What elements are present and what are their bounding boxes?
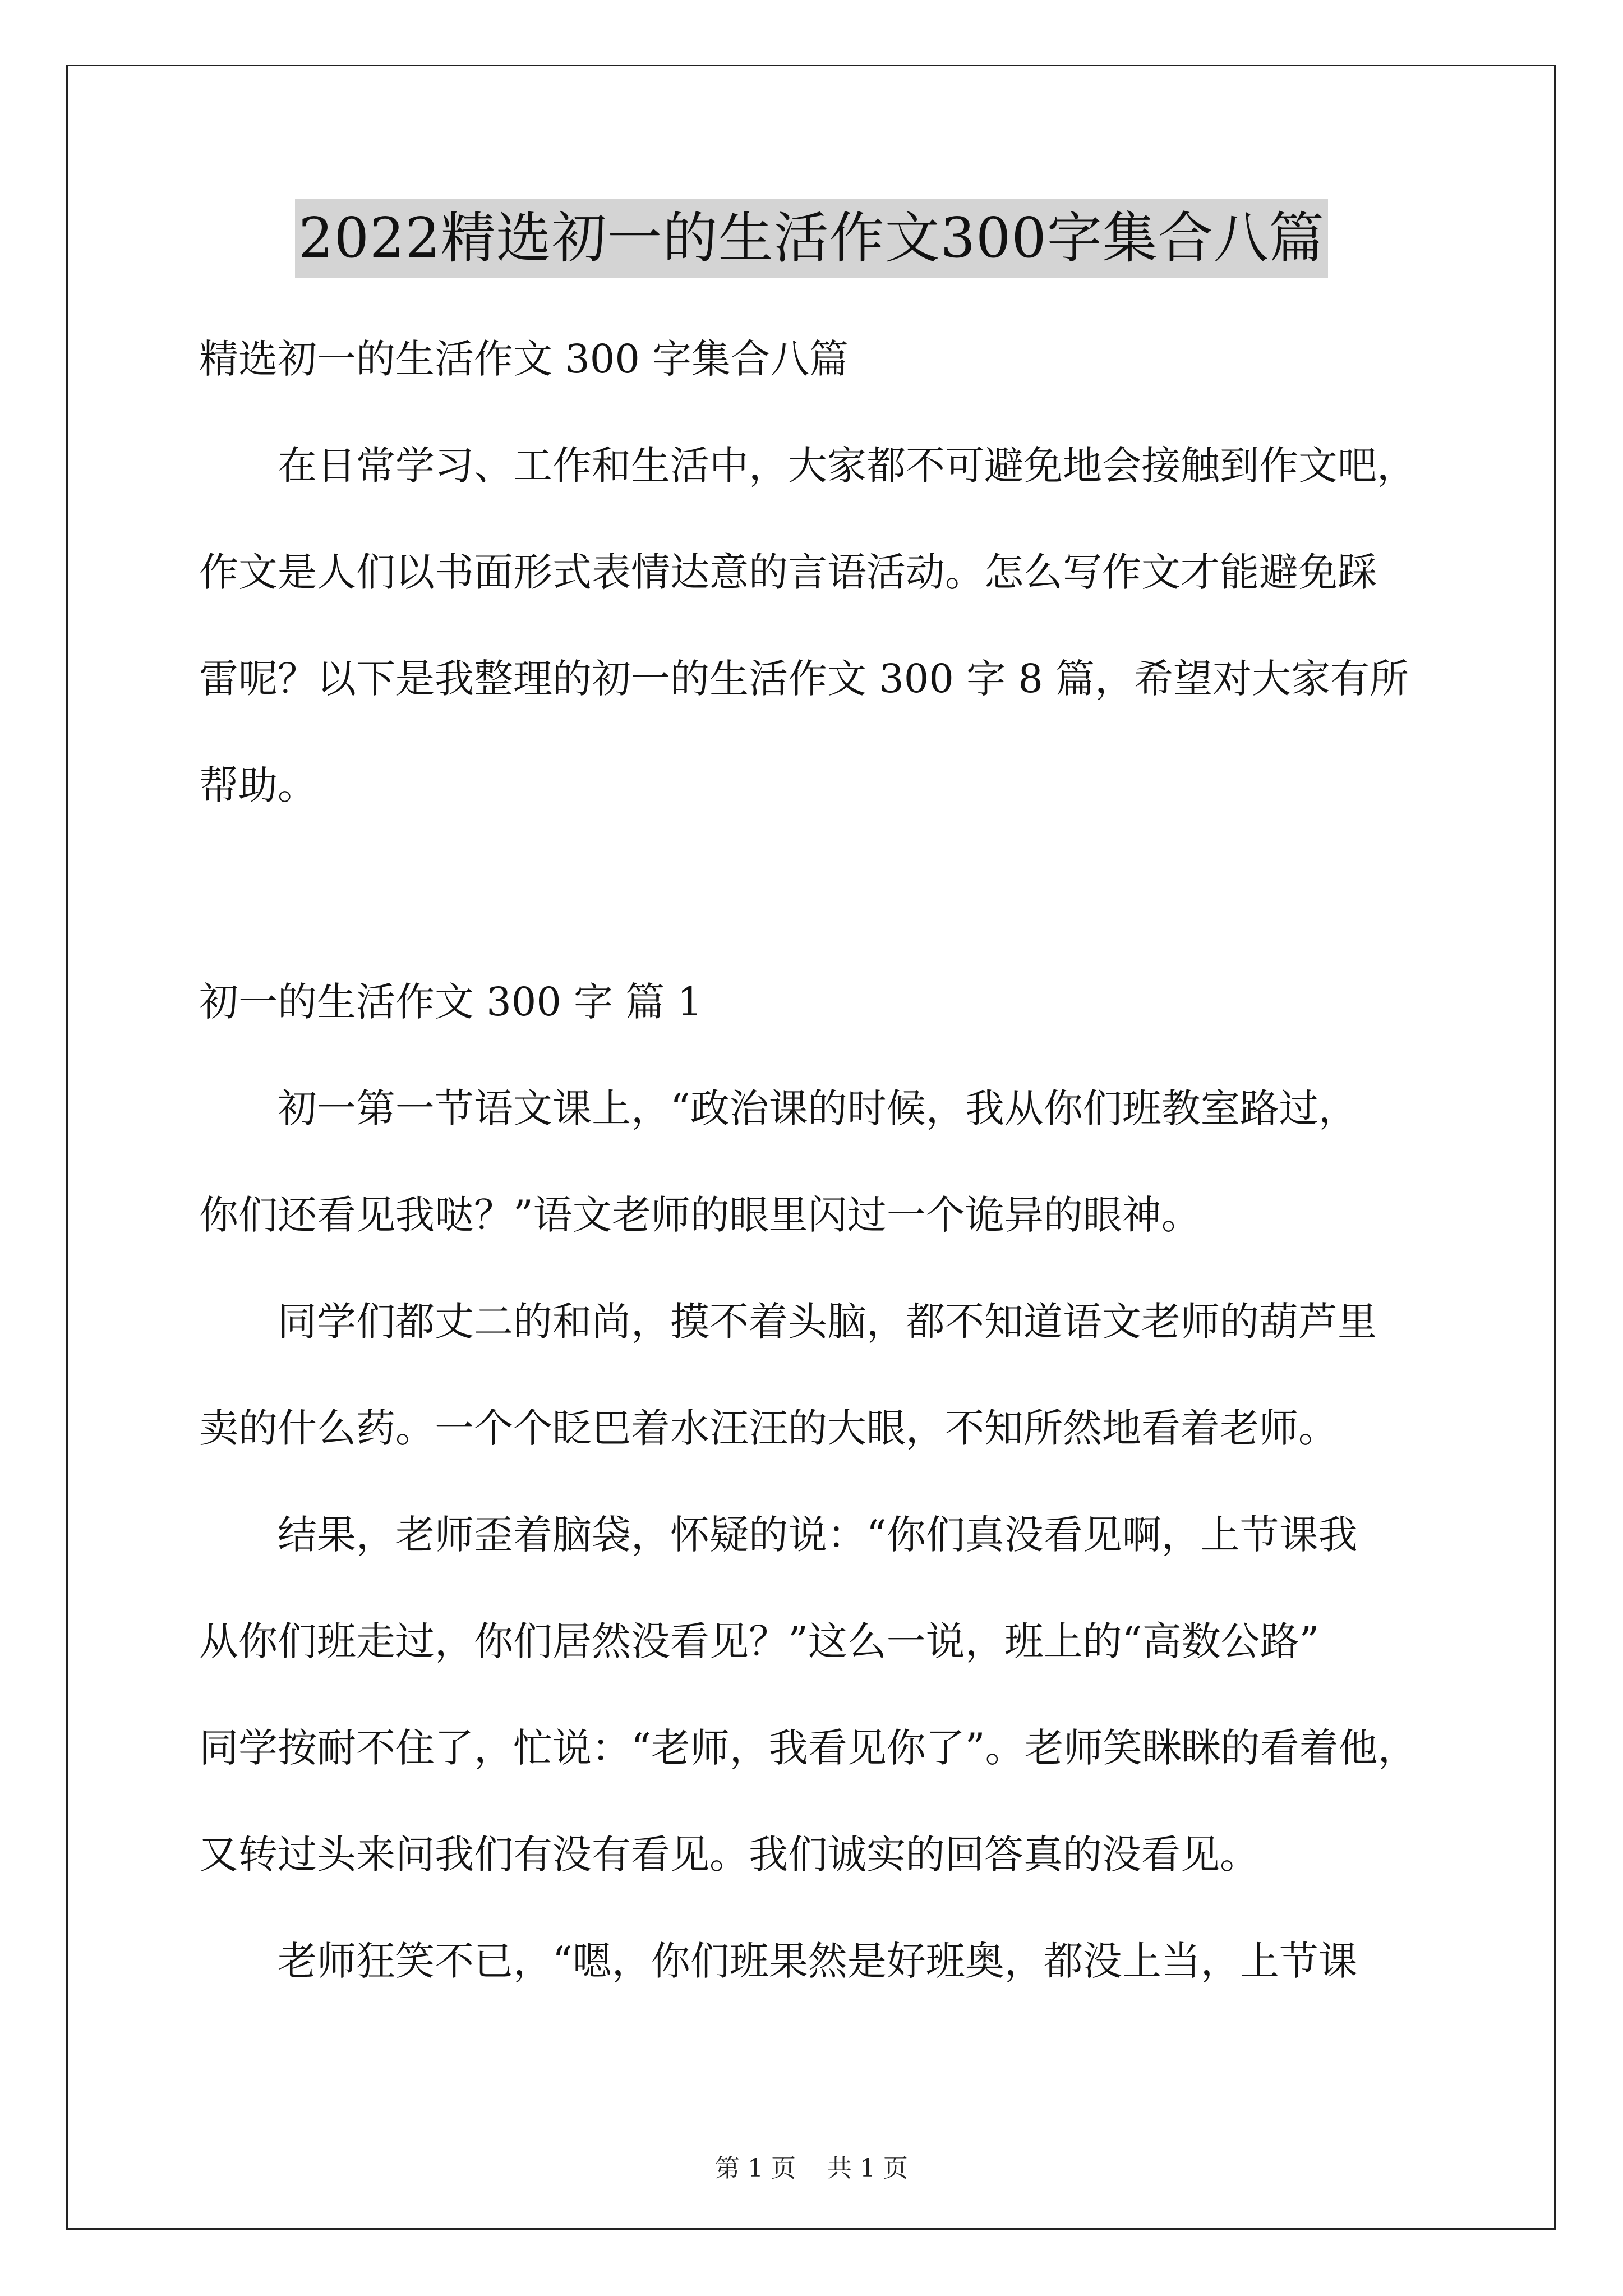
paragraph-line: 同学们都丈二的和尚，摸不着头脑，都不知道语文老师的葫芦里	[199, 1299, 1377, 1345]
section-heading: 初一的生活作文 300 字 篇 1	[199, 979, 703, 1025]
paragraph-line: 又转过头来问我们有没有看见。我们诚实的回答真的没看见。	[199, 1832, 1259, 1878]
paragraph-line: 作文是人们以书面形式表情达意的言语活动。怎么写作文才能避免踩	[199, 549, 1377, 595]
paragraph-line: 你们还看见我哒？”语文老师的眼里闪过一个诡异的眼神。	[199, 1192, 1201, 1238]
paragraph-line: 帮助。	[199, 762, 317, 808]
page-number-current: 第 1 页	[715, 2154, 796, 2183]
footer-spacer	[796, 2154, 827, 2183]
paragraph-line: 老师狂笑不已，“嗯，你们班果然是好班奥，都没上当，上节课	[199, 1938, 1358, 1984]
title-container	[0, 199, 1623, 278]
document-title: 2022精选初一的生活作文300字集合八篇	[295, 199, 1327, 278]
page-border	[66, 65, 1556, 2230]
paragraph-line: 卖的什么药。一个个眨巴着水汪汪的大眼，不知所然地看着老师。	[199, 1405, 1338, 1451]
paragraph-line: 初一第一节语文课上，“政治课的时候，我从你们班教室路过，	[199, 1085, 1358, 1131]
paragraph-line: 同学按耐不住了，忙说：“老师，我看见你了”。老师笑眯眯的看着他，	[199, 1725, 1417, 1771]
paragraph-line: 在日常学习、工作和生活中，大家都不可避免地会接触到作文吧，	[199, 443, 1416, 489]
paragraph-line: 结果，老师歪着脑袋，怀疑的说：“你们真没看见啊，上节课我	[199, 1512, 1358, 1558]
document-subtitle: 精选初一的生活作文 300 字集合八篇	[199, 336, 849, 382]
page-number-total: 共 1 页	[827, 2154, 908, 2183]
paragraph-line: 从你们班走过，你们居然没看见？”这么一说，班上的“高数公路”	[199, 1618, 1320, 1664]
paragraph-line: 雷呢？以下是我整理的初一的生活作文 300 字 8 篇，希望对大家有所	[199, 656, 1409, 702]
page-footer	[0, 2152, 1623, 2185]
